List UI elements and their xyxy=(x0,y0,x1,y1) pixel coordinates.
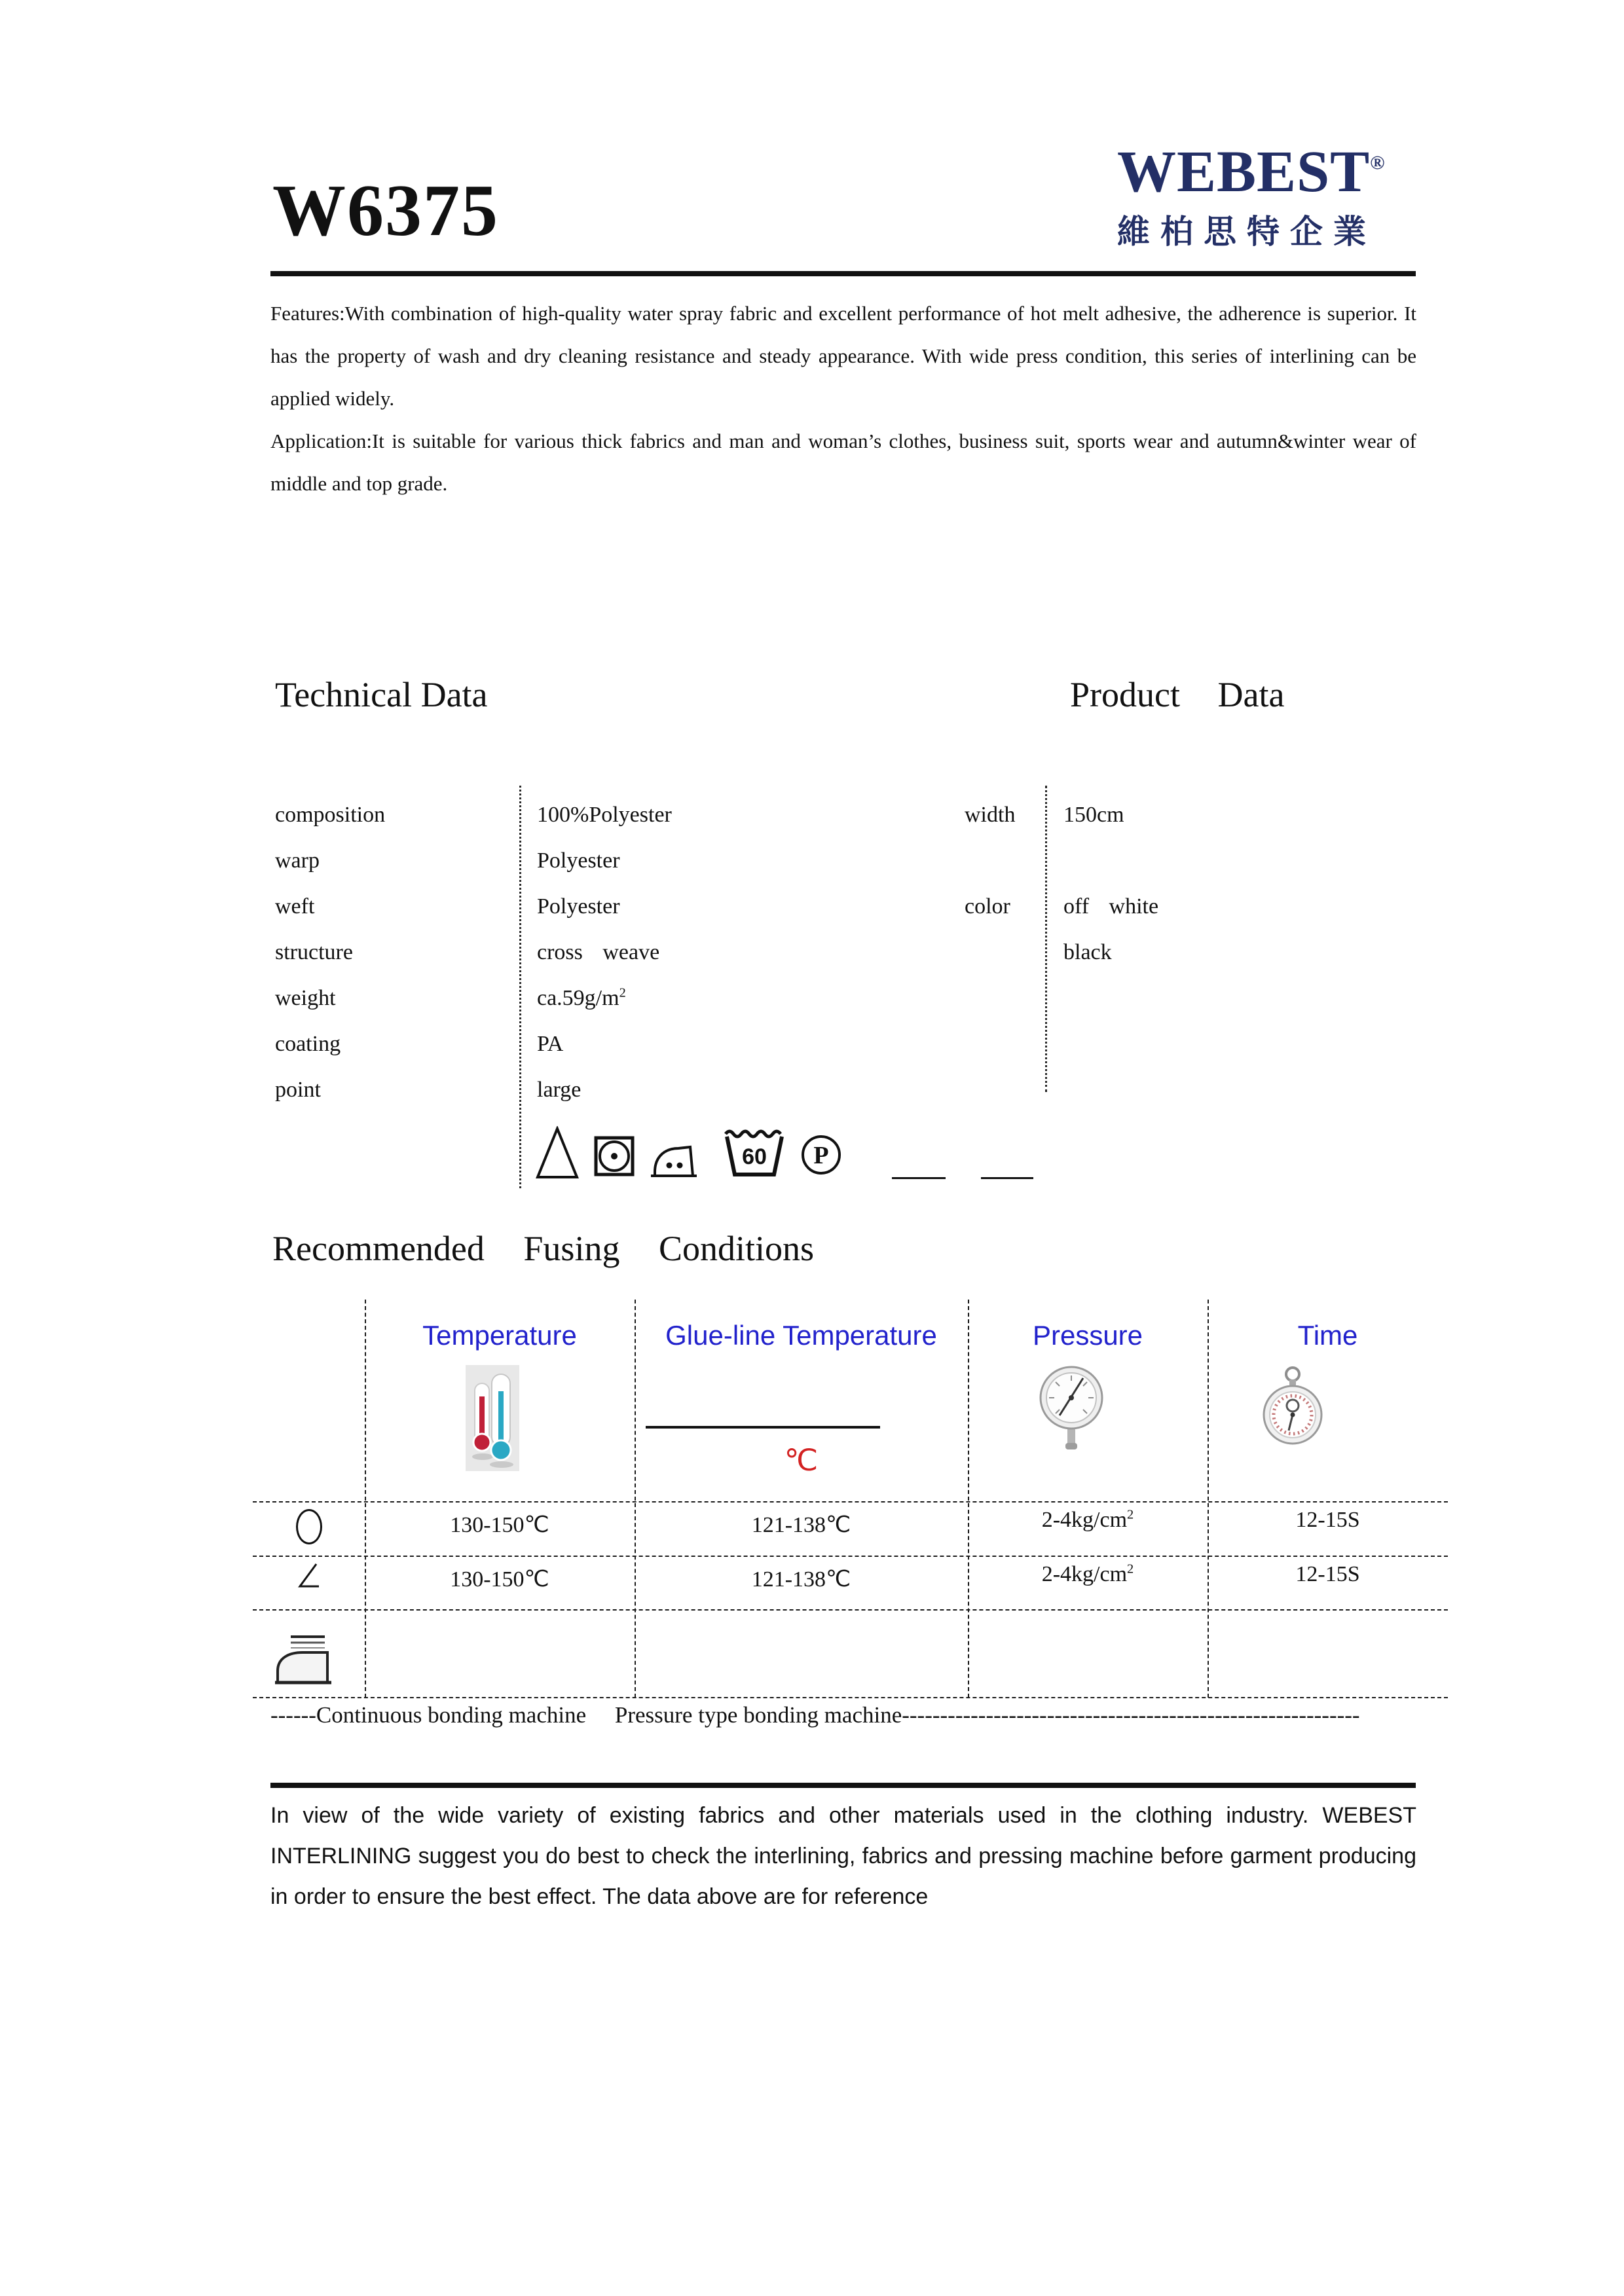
intro-text xyxy=(270,292,1416,505)
blank-line xyxy=(981,1177,1033,1179)
fusing-conditions-title: Recommended Fusing Conditions xyxy=(272,1229,814,1268)
glue-line-unit: ℃ xyxy=(784,1444,819,1477)
bonding-iron-icon xyxy=(271,1630,337,1688)
spec-value: PA xyxy=(537,1032,564,1056)
brand-chinese-name: 維柏思特企業 xyxy=(1117,213,1376,250)
column-header-pressure: Pressure xyxy=(1032,1320,1143,1351)
weight-value: ca.59g/m xyxy=(537,986,619,1010)
registered-trademark-icon: ® xyxy=(1370,152,1386,173)
table-column-line xyxy=(968,1300,969,1698)
footer-divider xyxy=(270,1783,1416,1788)
spec-label: composition xyxy=(275,803,386,827)
spec-value: cross weave xyxy=(537,940,660,964)
table-row-line xyxy=(253,1556,1448,1557)
page-title: W6375 xyxy=(272,170,499,251)
technical-data-title: Technical Data xyxy=(275,675,488,714)
bonding-machines-caption: ------Continuous bonding machine Pressure type bonding machine------------------------------------------------------------ xyxy=(270,1702,1360,1728)
temperature-value: 130-150℃ xyxy=(450,1567,549,1592)
spec-value: Polyester xyxy=(537,848,620,873)
table-row-line xyxy=(253,1609,1448,1611)
glue-line-value: 121-138℃ xyxy=(751,1567,851,1592)
circle-symbol-icon xyxy=(296,1509,322,1544)
footer-note: In view of the wide variety of existing fabrics and other materials used in the clothing industry. WEBEST INTERLINING suggest you do best to check the interlining, fabrics and pressing machine before garment producing in order to ensure the best effect. The data above are for reference xyxy=(270,1803,1416,1909)
row-symbol-circle xyxy=(253,1509,365,1554)
pressure-base: 2-4kg/cm xyxy=(1041,1562,1128,1586)
spec-value: black xyxy=(1063,940,1112,964)
temperature-value: 130-150℃ xyxy=(450,1513,549,1537)
table-row-line xyxy=(253,1501,1448,1503)
angle-symbol-icon xyxy=(295,1561,323,1590)
weight-superscript: 2 xyxy=(619,985,626,1000)
application-paragraph: Application:It is suitable for various thick fabrics and man and woman’s clothes, business suit, sports wear and autumn&winter wear of middle and top grade. xyxy=(270,429,1416,495)
spec-value: large xyxy=(537,1078,581,1102)
brand-name: WEBEST xyxy=(1117,139,1371,204)
spec-value: Polyester xyxy=(537,894,620,919)
pressure-superscript: 2 xyxy=(1127,1561,1134,1576)
pressure-superscript: 2 xyxy=(1127,1507,1134,1522)
bleach-triangle-icon xyxy=(535,1126,580,1180)
table-row-line xyxy=(253,1697,1448,1698)
table-column-line xyxy=(635,1300,636,1698)
spec-label: weft xyxy=(275,894,315,919)
table-column-line xyxy=(1208,1300,1209,1698)
column-header-glue-line: Glue-line Temperature xyxy=(665,1320,937,1351)
iron-two-dots-icon xyxy=(650,1143,698,1178)
spec-value: off white xyxy=(1063,894,1159,919)
product-table-separator xyxy=(1045,786,1047,1092)
table-column-line xyxy=(365,1300,366,1698)
time-value: 12-15S xyxy=(1295,1562,1360,1586)
header-divider xyxy=(270,271,1416,276)
spec-value: 100%Polyester xyxy=(537,803,672,827)
wash-60-icon xyxy=(722,1126,787,1178)
spec-label: point xyxy=(275,1078,321,1102)
spec-label: warp xyxy=(275,848,320,873)
pressure-value xyxy=(968,1558,1208,1591)
stopwatch-icon xyxy=(1263,1364,1323,1446)
pressure-gauge-icon xyxy=(1039,1362,1104,1453)
glue-line-blank xyxy=(646,1426,880,1429)
spec-value xyxy=(537,984,626,1013)
dry-clean-p-icon xyxy=(800,1134,842,1176)
spec-label: structure xyxy=(275,940,353,964)
spec-label: weight xyxy=(275,986,336,1010)
pressure-value xyxy=(968,1504,1208,1537)
spec-label: coating xyxy=(275,1032,341,1056)
thermometer-icon xyxy=(466,1365,519,1471)
spec-label: width xyxy=(965,803,1016,827)
spec-label: color xyxy=(965,894,1010,919)
column-header-time: Time xyxy=(1297,1320,1358,1351)
brand-logo xyxy=(1117,139,1425,253)
time-value: 12-15S xyxy=(1295,1508,1360,1532)
tumble-dry-icon xyxy=(594,1136,635,1176)
wash-temperature-label: 60 xyxy=(742,1144,767,1169)
product-data-title: Product Data xyxy=(1070,675,1285,714)
dry-clean-letter: P xyxy=(813,1142,829,1169)
technical-table-separator xyxy=(519,786,521,1188)
blank-line xyxy=(892,1177,946,1179)
column-header-temperature: Temperature xyxy=(422,1320,577,1351)
features-paragraph: Features:With combination of high-quality water spray fabric and excellent performance of hot melt adhesive, the adherence is superior. It has the property of wash and dry cleaning resistance and steady appearance. With wide press condition, this series of interlining can be applied widely. xyxy=(270,302,1416,410)
pressure-base: 2-4kg/cm xyxy=(1041,1508,1128,1532)
row-symbol-angle xyxy=(253,1561,365,1600)
spec-value: 150cm xyxy=(1063,803,1124,827)
fusing-conditions-table xyxy=(253,1300,1448,1698)
glue-line-value: 121-138℃ xyxy=(751,1513,851,1537)
brand-wordmark xyxy=(1117,139,1425,204)
